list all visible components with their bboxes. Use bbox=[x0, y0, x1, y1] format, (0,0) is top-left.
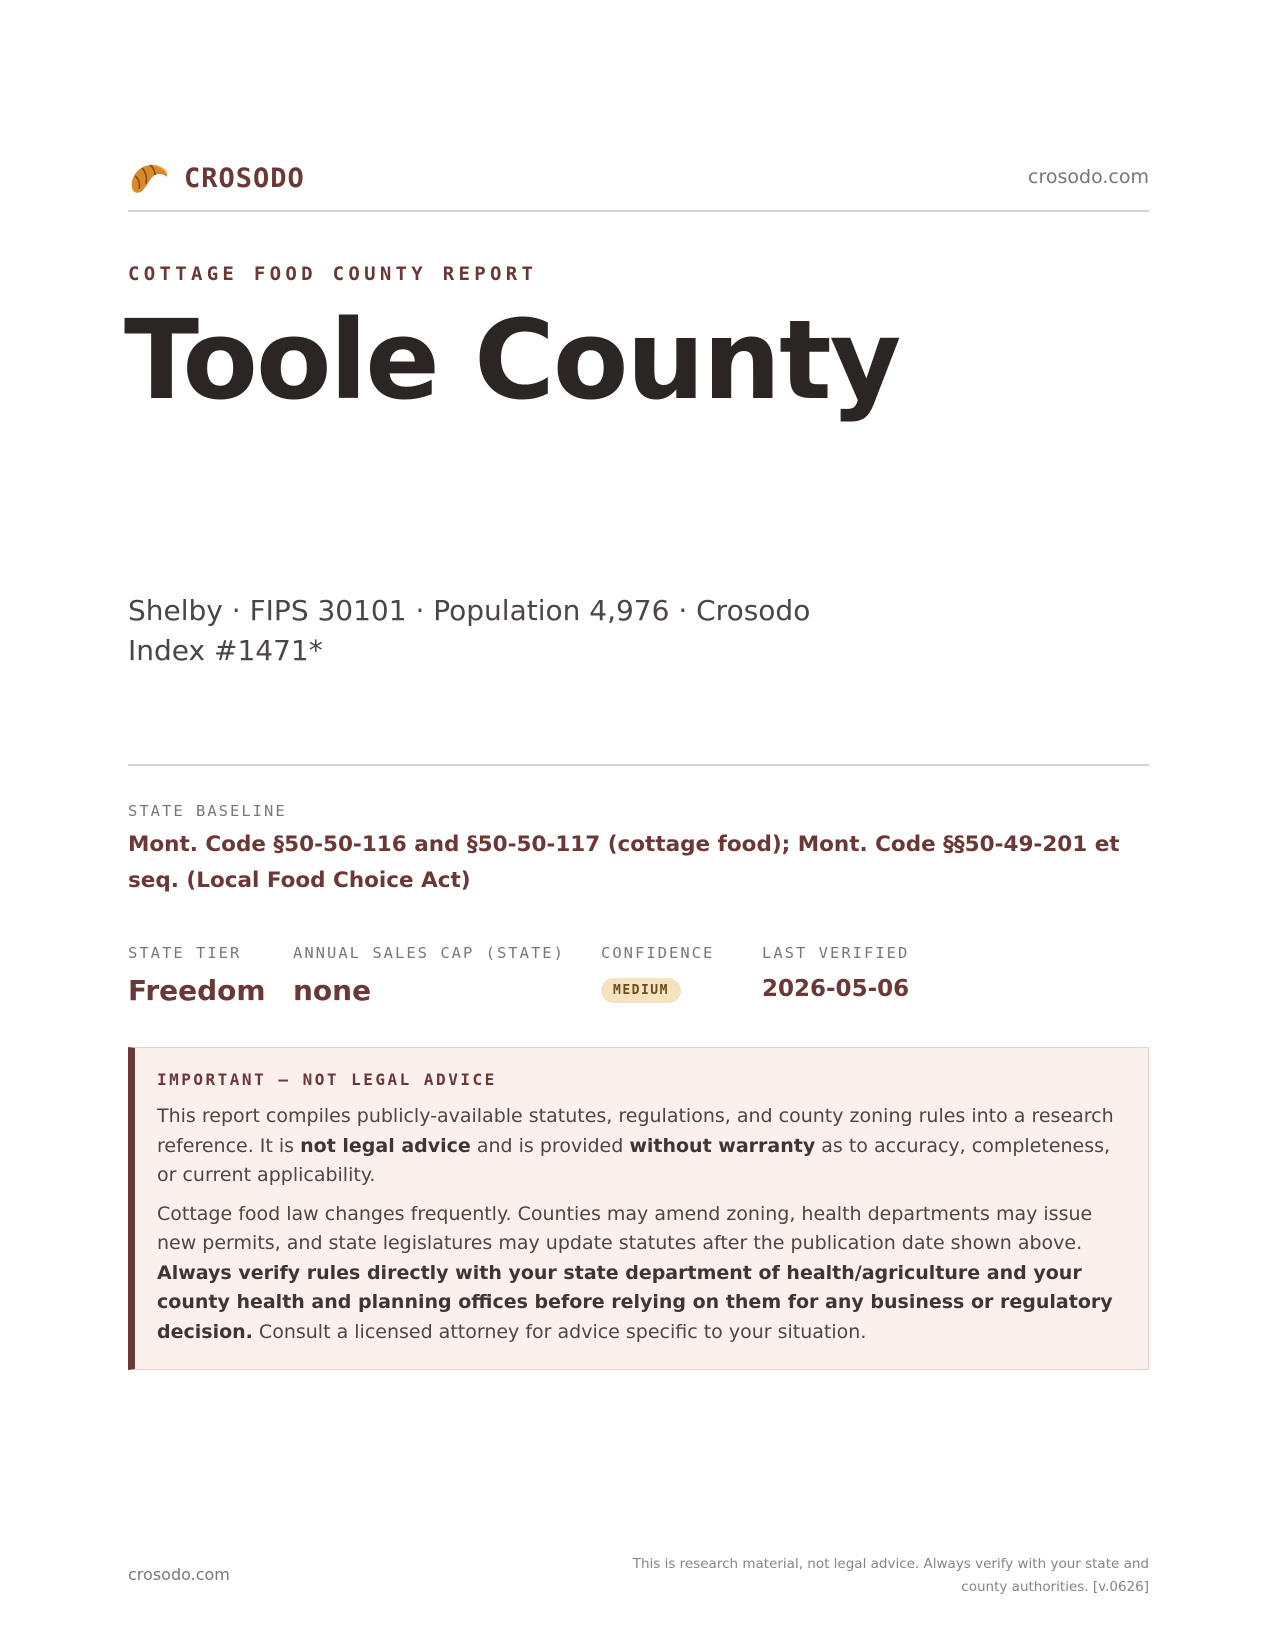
notice-text: Cottage food law changes frequently. Counties may amend zoning, health departments may issue new permits, and state legislatures may update statutes after the publication date shown above. bbox=[157, 1202, 1093, 1254]
notice-text: and is provided bbox=[470, 1134, 630, 1157]
state-baseline-text: Mont. Code §50-50-116 and §50-50-117 (cottage food); Mont. Code §§50-49-201 et seq. (Local Food Choice Act) bbox=[128, 832, 1120, 893]
page-header bbox=[128, 158, 1149, 212]
notice-emphasis: without warranty bbox=[629, 1134, 816, 1157]
section-divider bbox=[128, 764, 1149, 766]
state-tier-value: Freedom bbox=[128, 974, 266, 1007]
notice-emphasis: Always verify rules directly with your state department of health/agriculture and your county health and planning offices before relying on them for any business or regulatory decision. bbox=[157, 1261, 1113, 1343]
notice-text: as to accuracy, completeness, or current applicability. bbox=[157, 1134, 1111, 1186]
legal-notice-title: IMPORTANT — NOT LEGAL ADVICE bbox=[157, 1070, 497, 1089]
last-verified-label: LAST VERIFIED bbox=[762, 944, 910, 962]
legal-notice-paragraph-1 bbox=[157, 1102, 1124, 1191]
state-baseline-label: STATE BASELINE bbox=[128, 802, 287, 820]
footer-url[interactable]: crosodo.com bbox=[128, 1565, 230, 1584]
notice-text: This report compiles publicly-available statutes, regulations, and county zoning rules into a research reference. It is bbox=[157, 1105, 1114, 1157]
sales-cap-label: ANNUAL SALES CAP (STATE) bbox=[293, 944, 565, 962]
confidence-label: CONFIDENCE bbox=[601, 944, 715, 962]
header-url[interactable]: crosodo.com bbox=[1028, 166, 1149, 188]
state-tier bbox=[128, 944, 266, 1007]
notice-emphasis: not legal advice bbox=[300, 1134, 471, 1157]
state-tier-label: STATE TIER bbox=[128, 944, 242, 962]
brand-name: CROSODO bbox=[184, 162, 305, 194]
sales-cap bbox=[293, 944, 565, 1007]
county-summary: Shelby · FIPS 30101 · Population 4,976 · Crosodo Index #1471* bbox=[128, 594, 811, 667]
confidence bbox=[601, 944, 714, 1003]
report-eyebrow: COTTAGE FOOD COUNTY REPORT bbox=[128, 263, 538, 285]
footer-disclaimer: This is research material, not legal advice. Always verify with your state and county authorities. [v.0626] bbox=[632, 1556, 1149, 1595]
report-page bbox=[124, 0, 1149, 1650]
croissant-icon bbox=[128, 158, 170, 198]
last-verified bbox=[762, 944, 909, 1002]
confidence-badge: MEDIUM bbox=[601, 978, 681, 1003]
page-title: Toole County bbox=[124, 296, 900, 424]
legal-notice bbox=[128, 1047, 1149, 1370]
notice-text: Consult a licensed attorney for advice specific to your situation. bbox=[252, 1320, 867, 1343]
last-verified-value: 2026-05-06 bbox=[762, 976, 910, 1002]
sales-cap-value: none bbox=[293, 974, 372, 1007]
brand[interactable] bbox=[128, 158, 305, 198]
legal-notice-paragraph-2 bbox=[157, 1200, 1124, 1348]
